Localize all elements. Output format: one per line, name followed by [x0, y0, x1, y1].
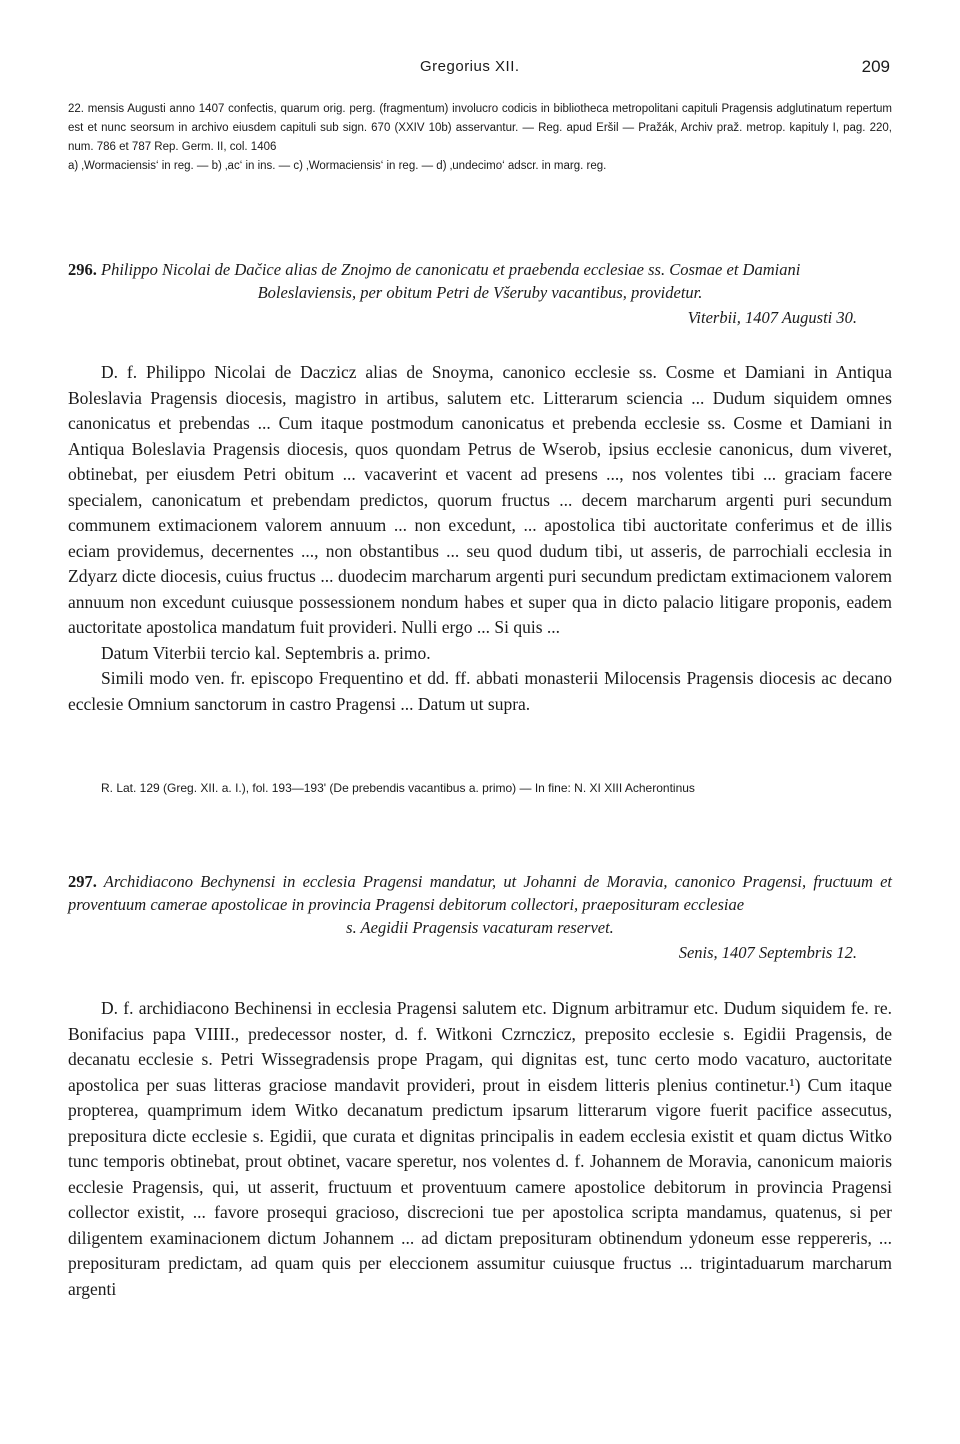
entry-number: 297. — [68, 872, 97, 891]
critical-footnotes: a) ‚Wormaciensis‘ in reg. — b) ‚ac‘ in ins. — c) ‚Wormaciensis‘ in reg. — d) ‚undecimo‘ adscr. in marg. reg. — [68, 160, 607, 172]
entry-date: Viterbii, 1407 Augusti 30. — [687, 308, 857, 327]
entry-296-source — [68, 778, 892, 798]
entry-date: Senis, 1407 Septembris 12. — [678, 943, 857, 962]
summary-line-2: Boleslaviensis, per obitum Petri de Všeruby vacantibus, providetur. — [257, 283, 703, 302]
executors-paragraph: Simili modo ven. fr. episcopo Frequentino et dd. ff. abbati monasterii Milocensis Pragensis diocesis ac decano ecclesie Omnium sanctorum in castro Pragensi ... Datum ut supra. — [68, 668, 892, 714]
source-note: R. Lat. 129 (Greg. XII. a. I.), fol. 193—193' (De prebendis vacantibus a. primo) — In fine: N. XI XIII Acherontinus — [101, 781, 695, 795]
entry-summary — [68, 258, 892, 281]
running-title: Gregorius XII. — [420, 58, 520, 75]
page-number: 209 — [861, 57, 890, 76]
letter-paragraph: D. f. archidiacono Bechinensi in ecclesia Pragensi salutem etc. Dignum arbitramur etc. Dudum siquidem fe. re. Bonifacius papa VIIII., predecessor noster, d. f. Witkoni Czrnczicz, preposito ecclesie s. Egidii Pragensis, de decanatu ecclesie s. Petri Wissegradensis prope Pragam, qui dignitas est, tunc certo modo vacaturo, auctoritate apostolica per suas litteras graciose mandavit provideri, prout in eisdem litteris plenius continetur.¹) Cum itaque propterea, quamprimum idem Witko decanatum predictum ipsarum litterarum vigore fuerit pacifice assecutus, prepositura dicte ecclesie s. Egidii, que curata et dignitas principalis in eadem ecclesia existit et quam dictus Witko tunc temporis obtinebat, prout obtinet, vacare speretur, nos volentes d. f. Johannem de Moravia, canonicum maioris ecclesie Pragensis, qui, ut asserit, fructuum et proventuum camere apostolice debitorum in provincia Pragensi collector existit, ... favore prosequi gracioso, discrecioni tue per apostolica scripta mandamus, quatenus, si per diligentem examinacionem dictum Johannem ... ad dictam preposituram obtinendum ydoneum esse reppereris, ... preposituram predictam, ad quam quis per eleccionem assumitur cuiusque fructus ... trigintaduarum marcharum argenti — [68, 998, 892, 1299]
entry-297-header — [68, 870, 892, 963]
entry-297-text — [68, 996, 892, 1302]
dating-clause: Datum Viterbii tercio kal. Septembris a. primo. — [101, 642, 431, 663]
archival-note: 22. mensis Augusti anno 1407 confectis, quarum orig. perg. (fragmentum) involucro codicis in bibliotheca metropolitani capituli Pragensis adglutinatum repertum est et nunc seorsum in archivo eiusdem capituli sub sign. 670 (XXIV 10b) asservantur. — Reg. apud Eršil — Pražák, Archiv praž. metrop. kapituly I, pag. 220, num. 786 et 787 Rep. Germ. II, col. 1406 — [68, 103, 892, 153]
letter-paragraph: D. f. Philippo Nicolai de Daczicz alias de Snoyma, canonico ecclesie ss. Cosme et Damiani in Antiqua Boleslavia Pragensis diocesis, magistro in artibus, salutem etc. Litterarum sciencia ... Dudum siquidem omnes canonicatus et prebendas ... Cum itaque postmodum canonicatus et prebenda ecclesie ss. Cosme et Damiani in Antiqua Boleslavia Pragensis diocesis, quos quondam Petrus de Wserob, ipsius ecclesie canonicus, dum viveret, obtinebat, per eiusdem Petri obitum ... vacaverint et vacent ad presens ..., nos volentes tibi ... graciam facere specialem, canonicatum et prebendam predictos, quorum fructus ... decem marcharum argenti puri secundum communem extimacionem valorem annuum ... non excedunt, ... apostolica tibi auctoritate conferimus et de illis eciam providemus, decernentes ..., non obstantibus ... seu quod dudum tibi, ut asseris, de parrochiali ecclesia in Zdyarz dicte diocesis, cuius fructus ... duodecim marcharum argenti puri secundum predictam extimacionem valorem annuum non excedunt cuiusque possessionem nondum habes et super qua in dicto palacio litigare proponis, eadem auctoritate apostolica mandatum fuit provideri. Nulli ergo ... Si quis ... — [68, 362, 892, 637]
summary-line-1: Archidiacono Bechynensi in ecclesia Pragensi mandatur, ut Johanni de Moravia, canonico Pragensi, fructuum et proventuum camerae apostolicae in provincia Pragensi debitorum collectori, praeposituram ecclesiae — [68, 872, 893, 914]
summary-line-2: s. Aegidii Pragensis vacaturam reservet. — [346, 918, 614, 937]
running-head — [0, 58, 960, 82]
entry-296-header — [68, 258, 892, 328]
summary-line-1: Philippo Nicolai de Dačice alias de Znojmo de canonicatu et praebenda ecclesiae ss. Cosmae et Damiani — [101, 260, 801, 279]
previous-entry-notes — [68, 100, 892, 176]
entry-number: 296. — [68, 260, 97, 279]
entry-summary — [68, 870, 892, 916]
entry-296-text — [68, 360, 892, 717]
